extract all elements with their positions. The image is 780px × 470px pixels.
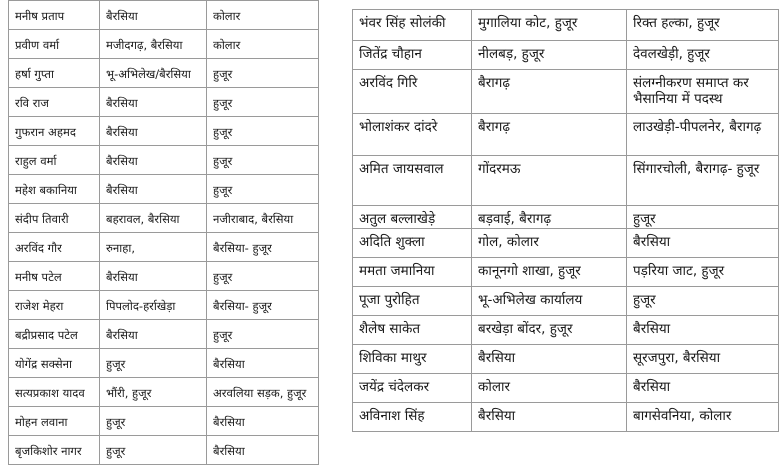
to-location-cell: बैरसिया <box>207 436 319 465</box>
table-row <box>353 229 779 258</box>
from-location-cell: बैरसिया <box>100 262 207 291</box>
table-row <box>9 1 319 30</box>
name-cell: सत्यप्रकाश यादव <box>9 378 100 407</box>
to-location-cell: लाउखेड़ी-पीपलनेर, बैरागढ़ <box>627 114 779 156</box>
table-row <box>353 403 779 432</box>
table-row <box>9 30 319 59</box>
table-row <box>9 291 319 320</box>
name-cell: हर्षा गुप्ता <box>9 59 100 88</box>
table-row <box>9 146 319 175</box>
name-cell: महेश बकानिया <box>9 175 100 204</box>
column-gap <box>320 0 352 470</box>
table-row <box>353 10 779 41</box>
table-row <box>9 320 319 349</box>
from-location-cell: भू-अभिलेख कार्यालय <box>472 287 627 316</box>
to-location-cell: बैरसिया <box>207 349 319 378</box>
name-cell: जितेंद्र चौहान <box>353 41 472 70</box>
name-cell: गुफरान अहमद <box>9 117 100 146</box>
to-location-cell: बैरसिया <box>627 374 779 403</box>
to-location-cell: बैरसिया <box>627 316 779 345</box>
to-location-cell: हुजूर <box>207 59 319 88</box>
from-location-cell: भौंरी, हुजूर <box>100 378 207 407</box>
to-location-cell: हुजूर <box>207 175 319 204</box>
right-table <box>352 9 779 432</box>
table-row <box>353 374 779 403</box>
name-cell: शैलेष साकेत <box>353 316 472 345</box>
name-cell: राहुल वर्मा <box>9 146 100 175</box>
name-cell: भंवर सिंह सोलंकी <box>353 10 472 41</box>
name-cell: अरविंद गिरि <box>353 70 472 114</box>
from-location-cell: बैरसिया <box>100 88 207 117</box>
from-location-cell: बड़वाई, बैरागढ़ <box>472 206 627 229</box>
from-location-cell: बैरसिया <box>100 146 207 175</box>
from-location-cell: भू-अभिलेख/बैरसिया <box>100 59 207 88</box>
name-cell: मनीष पटेल <box>9 262 100 291</box>
table-row <box>353 41 779 70</box>
table-row <box>353 156 779 206</box>
from-location-cell: बैरसिया <box>100 117 207 146</box>
to-location-cell: अरवलिया सड़क, हुजूर <box>207 378 319 407</box>
name-cell: भोलाशंकर दांदरे <box>353 114 472 156</box>
to-location-cell: हुजूर <box>207 320 319 349</box>
table-row <box>353 258 779 287</box>
name-cell: संदीप तिवारी <box>9 204 100 233</box>
from-location-cell: कानूनगो शाखा, हुजूर <box>472 258 627 287</box>
table-row <box>353 287 779 316</box>
table-row <box>9 262 319 291</box>
left-transfer-table <box>8 0 320 470</box>
to-location-cell: सूरजपुरा, बैरसिया <box>627 345 779 374</box>
name-cell: राजेश मेहरा <box>9 291 100 320</box>
table-row <box>9 378 319 407</box>
from-location-cell: गोल, कोलार <box>472 229 627 258</box>
to-location-cell: संलग्नीकरण समाप्त कर भैसानिया में पदस्थ <box>627 70 779 114</box>
name-cell: अमित जायसवाल <box>353 156 472 206</box>
to-location-cell: रिक्त हल्का, हुजूर <box>627 10 779 41</box>
from-location-cell: हुजूर <box>100 407 207 436</box>
to-location-cell: नजीराबाद, बैरसिया <box>207 204 319 233</box>
name-cell: अविनाश सिंह <box>353 403 472 432</box>
to-location-cell: बागसेवनिया, कोलार <box>627 403 779 432</box>
from-location-cell: रुनाहा, <box>100 233 207 262</box>
from-location-cell: हुजूर <box>100 436 207 465</box>
name-cell: मोहन लवाना <box>9 407 100 436</box>
to-location-cell: बैरसिया- हुजूर <box>207 233 319 262</box>
from-location-cell: बैरागढ़ <box>472 114 627 156</box>
from-location-cell: पिपलोद-हर्राखेड़ा <box>100 291 207 320</box>
left-table <box>8 0 319 465</box>
to-location-cell: हुजूर <box>207 88 319 117</box>
to-location-cell: बैरसिया- हुजूर <box>207 291 319 320</box>
name-cell: प्रवीण वर्मा <box>9 30 100 59</box>
to-location-cell: हुजूर <box>207 146 319 175</box>
to-location-cell: हुजूर <box>627 287 779 316</box>
name-cell: शिविका माथुर <box>353 345 472 374</box>
from-location-cell: नीलबड़, हुजूर <box>472 41 627 70</box>
to-location-cell: पड़रिया जाट, हुजूर <box>627 258 779 287</box>
from-location-cell: बहरावल, बैरसिया <box>100 204 207 233</box>
table-row <box>353 206 779 229</box>
to-location-cell: बैरसिया <box>627 229 779 258</box>
from-location-cell: मुगालिया कोट, हुजूर <box>472 10 627 41</box>
from-location-cell: बैरागढ़ <box>472 70 627 114</box>
to-location-cell: देवलखेड़ी, हुजूर <box>627 41 779 70</box>
to-location-cell: हुजूर <box>207 117 319 146</box>
name-cell: अतुल बल्लाखेड़े <box>353 206 472 229</box>
to-location-cell: बैरसिया <box>207 407 319 436</box>
table-row <box>9 349 319 378</box>
to-location-cell: कोलार <box>207 30 319 59</box>
from-location-cell: बैरसिया <box>100 1 207 30</box>
from-location-cell: बैरसिया <box>472 403 627 432</box>
table-row <box>9 407 319 436</box>
table-row <box>9 204 319 233</box>
name-cell: अदिति शुक्ला <box>353 229 472 258</box>
from-location-cell: गोंदरमऊ <box>472 156 627 206</box>
from-location-cell: मजीदगढ़, बैरसिया <box>100 30 207 59</box>
from-location-cell: बैरसिया <box>100 175 207 204</box>
table-row <box>353 316 779 345</box>
table-row <box>9 175 319 204</box>
name-cell: रवि राज <box>9 88 100 117</box>
name-cell: मनीष प्रताप <box>9 1 100 30</box>
table-row <box>353 114 779 156</box>
to-location-cell: सिंगारचोली, बैरागढ़- हुजूर <box>627 156 779 206</box>
to-location-cell: कोलार <box>207 1 319 30</box>
table-row <box>9 88 319 117</box>
to-location-cell: हुजूर <box>207 262 319 291</box>
from-location-cell: कोलार <box>472 374 627 403</box>
table-row <box>9 59 319 88</box>
name-cell: ममता जमानिया <box>353 258 472 287</box>
name-cell: बद्रीप्रसाद पटेल <box>9 320 100 349</box>
table-row <box>9 436 319 465</box>
name-cell: जयेंद्र चंदेलकर <box>353 374 472 403</box>
to-location-cell: हुजूर <box>627 206 779 229</box>
table-row <box>353 70 779 114</box>
name-cell: अरविंद गौर <box>9 233 100 262</box>
from-location-cell: बरखेड़ा बोंदर, हुजूर <box>472 316 627 345</box>
name-cell: योगेंद्र सक्सेना <box>9 349 100 378</box>
name-cell: बृजकिशोर नागर <box>9 436 100 465</box>
from-location-cell: बैरसिया <box>100 320 207 349</box>
table-row <box>353 345 779 374</box>
name-cell: पूजा पुरोहित <box>353 287 472 316</box>
table-row <box>9 233 319 262</box>
from-location-cell: बैरसिया <box>472 345 627 374</box>
right-transfer-table <box>352 0 780 470</box>
from-location-cell: हुजूर <box>100 349 207 378</box>
table-row <box>9 117 319 146</box>
